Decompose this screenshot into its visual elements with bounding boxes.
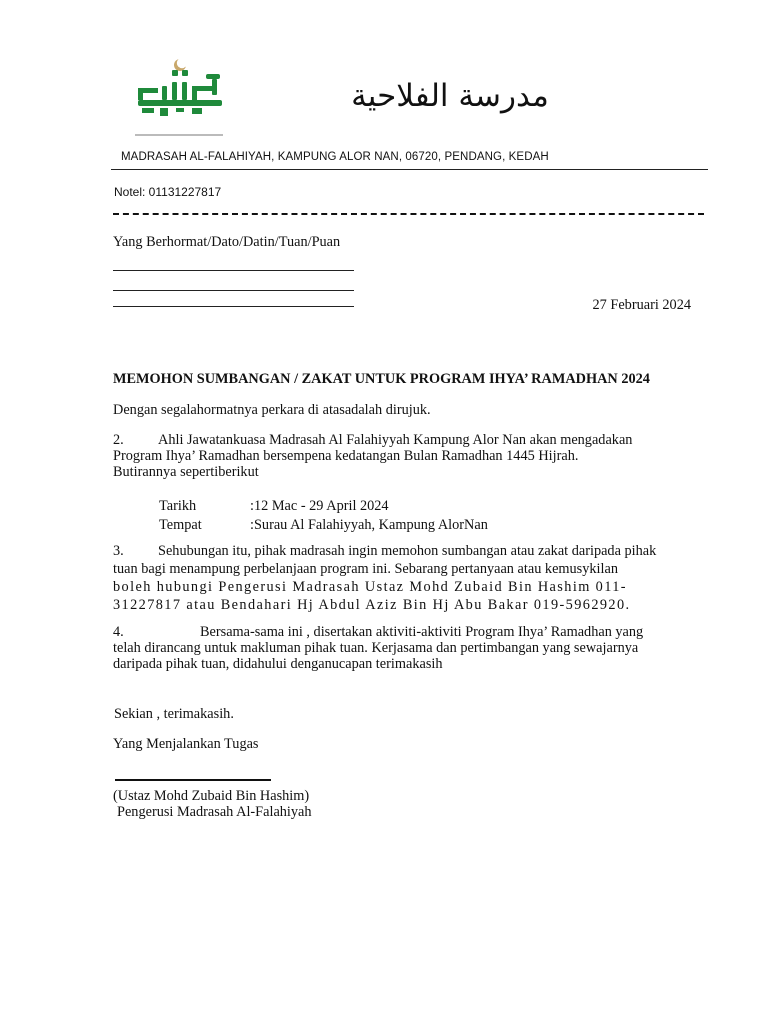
paragraph-4 [113, 624, 707, 672]
school-address: MADRASAH AL-FALAHIYAH, KAMPUNG ALOR NAN, 06720, PENDANG, KEDAH [121, 151, 549, 163]
paragraph-line: Bersama-sama ini , disertakan aktiviti-aktiviti Program Ihya’ Ramadhan yang [200, 624, 644, 640]
paragraph-line: Butirannya sepertiberikut [113, 464, 259, 480]
mosque-logo-icon [120, 48, 238, 144]
detail-label-tarikh: Tarikh [159, 498, 197, 514]
school-arabic-name: مدرسة الفلاحية [351, 78, 549, 114]
paragraph-2 [113, 432, 707, 480]
paragraph-line: Program Ihya’ Ramadhan bersempena kedatangan Bulan Ramadhan 1445 Hijrah. [113, 448, 579, 464]
signature-line [115, 779, 271, 781]
paragraph-line: tuan bagi menampung perbelanjaan program ini. Sebarang pertanyaan atau kemusykilan [113, 561, 618, 577]
phone-number: Notel: 01131227817 [114, 185, 222, 199]
paragraph-line: Sehubungan itu, pihak madrasah ingin memohon sumbangan atau zakat daripada pihak [158, 543, 657, 559]
paragraph-number: 2. [113, 432, 124, 448]
header-divider [111, 169, 708, 170]
signer-title: Pengerusi Madrasah Al-Falahiyah [117, 804, 312, 820]
letter-date: 27 Februari 2024 [592, 297, 691, 313]
address-blank-line [113, 290, 354, 291]
detail-label-tempat: Tempat [159, 517, 202, 533]
dashed-divider [113, 213, 704, 215]
letter-subject: MEMOHON SUMBANGAN / ZAKAT UNTUK PROGRAM IHYA’ RAMADHAN 2024 [113, 371, 650, 387]
address-blank-line [113, 270, 354, 271]
paragraph-3 [113, 543, 707, 613]
paragraph-number: 3. [113, 543, 124, 559]
paragraph-number: 4. [113, 624, 124, 640]
address-blank-line [113, 306, 354, 307]
closing-line: Sekian , terimakasih. [114, 706, 234, 722]
paragraph-line: 31227817 atau Bendahari Hj Abdul Aziz Bin Hj Abu Bakar 019-5962920. [113, 597, 631, 613]
signer-name: (Ustaz Mohd Zubaid Bin Hashim) [113, 788, 310, 804]
intro-sentence: Dengan segalahormatnya perkara di atasadalah dirujuk. [113, 402, 431, 418]
paragraph-line: daripada pihak tuan, didahului denganucapan terimakasih [113, 656, 443, 672]
paragraph-line: Ahli Jawatankuasa Madrasah Al Falahiyyah Kampung Alor Nan akan mengadakan [158, 432, 633, 448]
duty-line: Yang Menjalankan Tugas [113, 736, 259, 752]
detail-value-tarikh: :12 Mac - 29 April 2024 [250, 498, 389, 514]
salutation: Yang Berhormat/Dato/Datin/Tuan/Puan [113, 234, 341, 250]
detail-value-tempat: :Surau Al Falahiyyah, Kampung AlorNan [250, 517, 488, 533]
paragraph-line: telah dirancang untuk makluman pihak tuan. Kerjasama dan pertimbangan yang sewajarnya [113, 640, 639, 656]
paragraph-line: boleh hubungi Pengerusi Madrasah Ustaz Mohd Zubaid Bin Hashim 011- [113, 579, 627, 595]
